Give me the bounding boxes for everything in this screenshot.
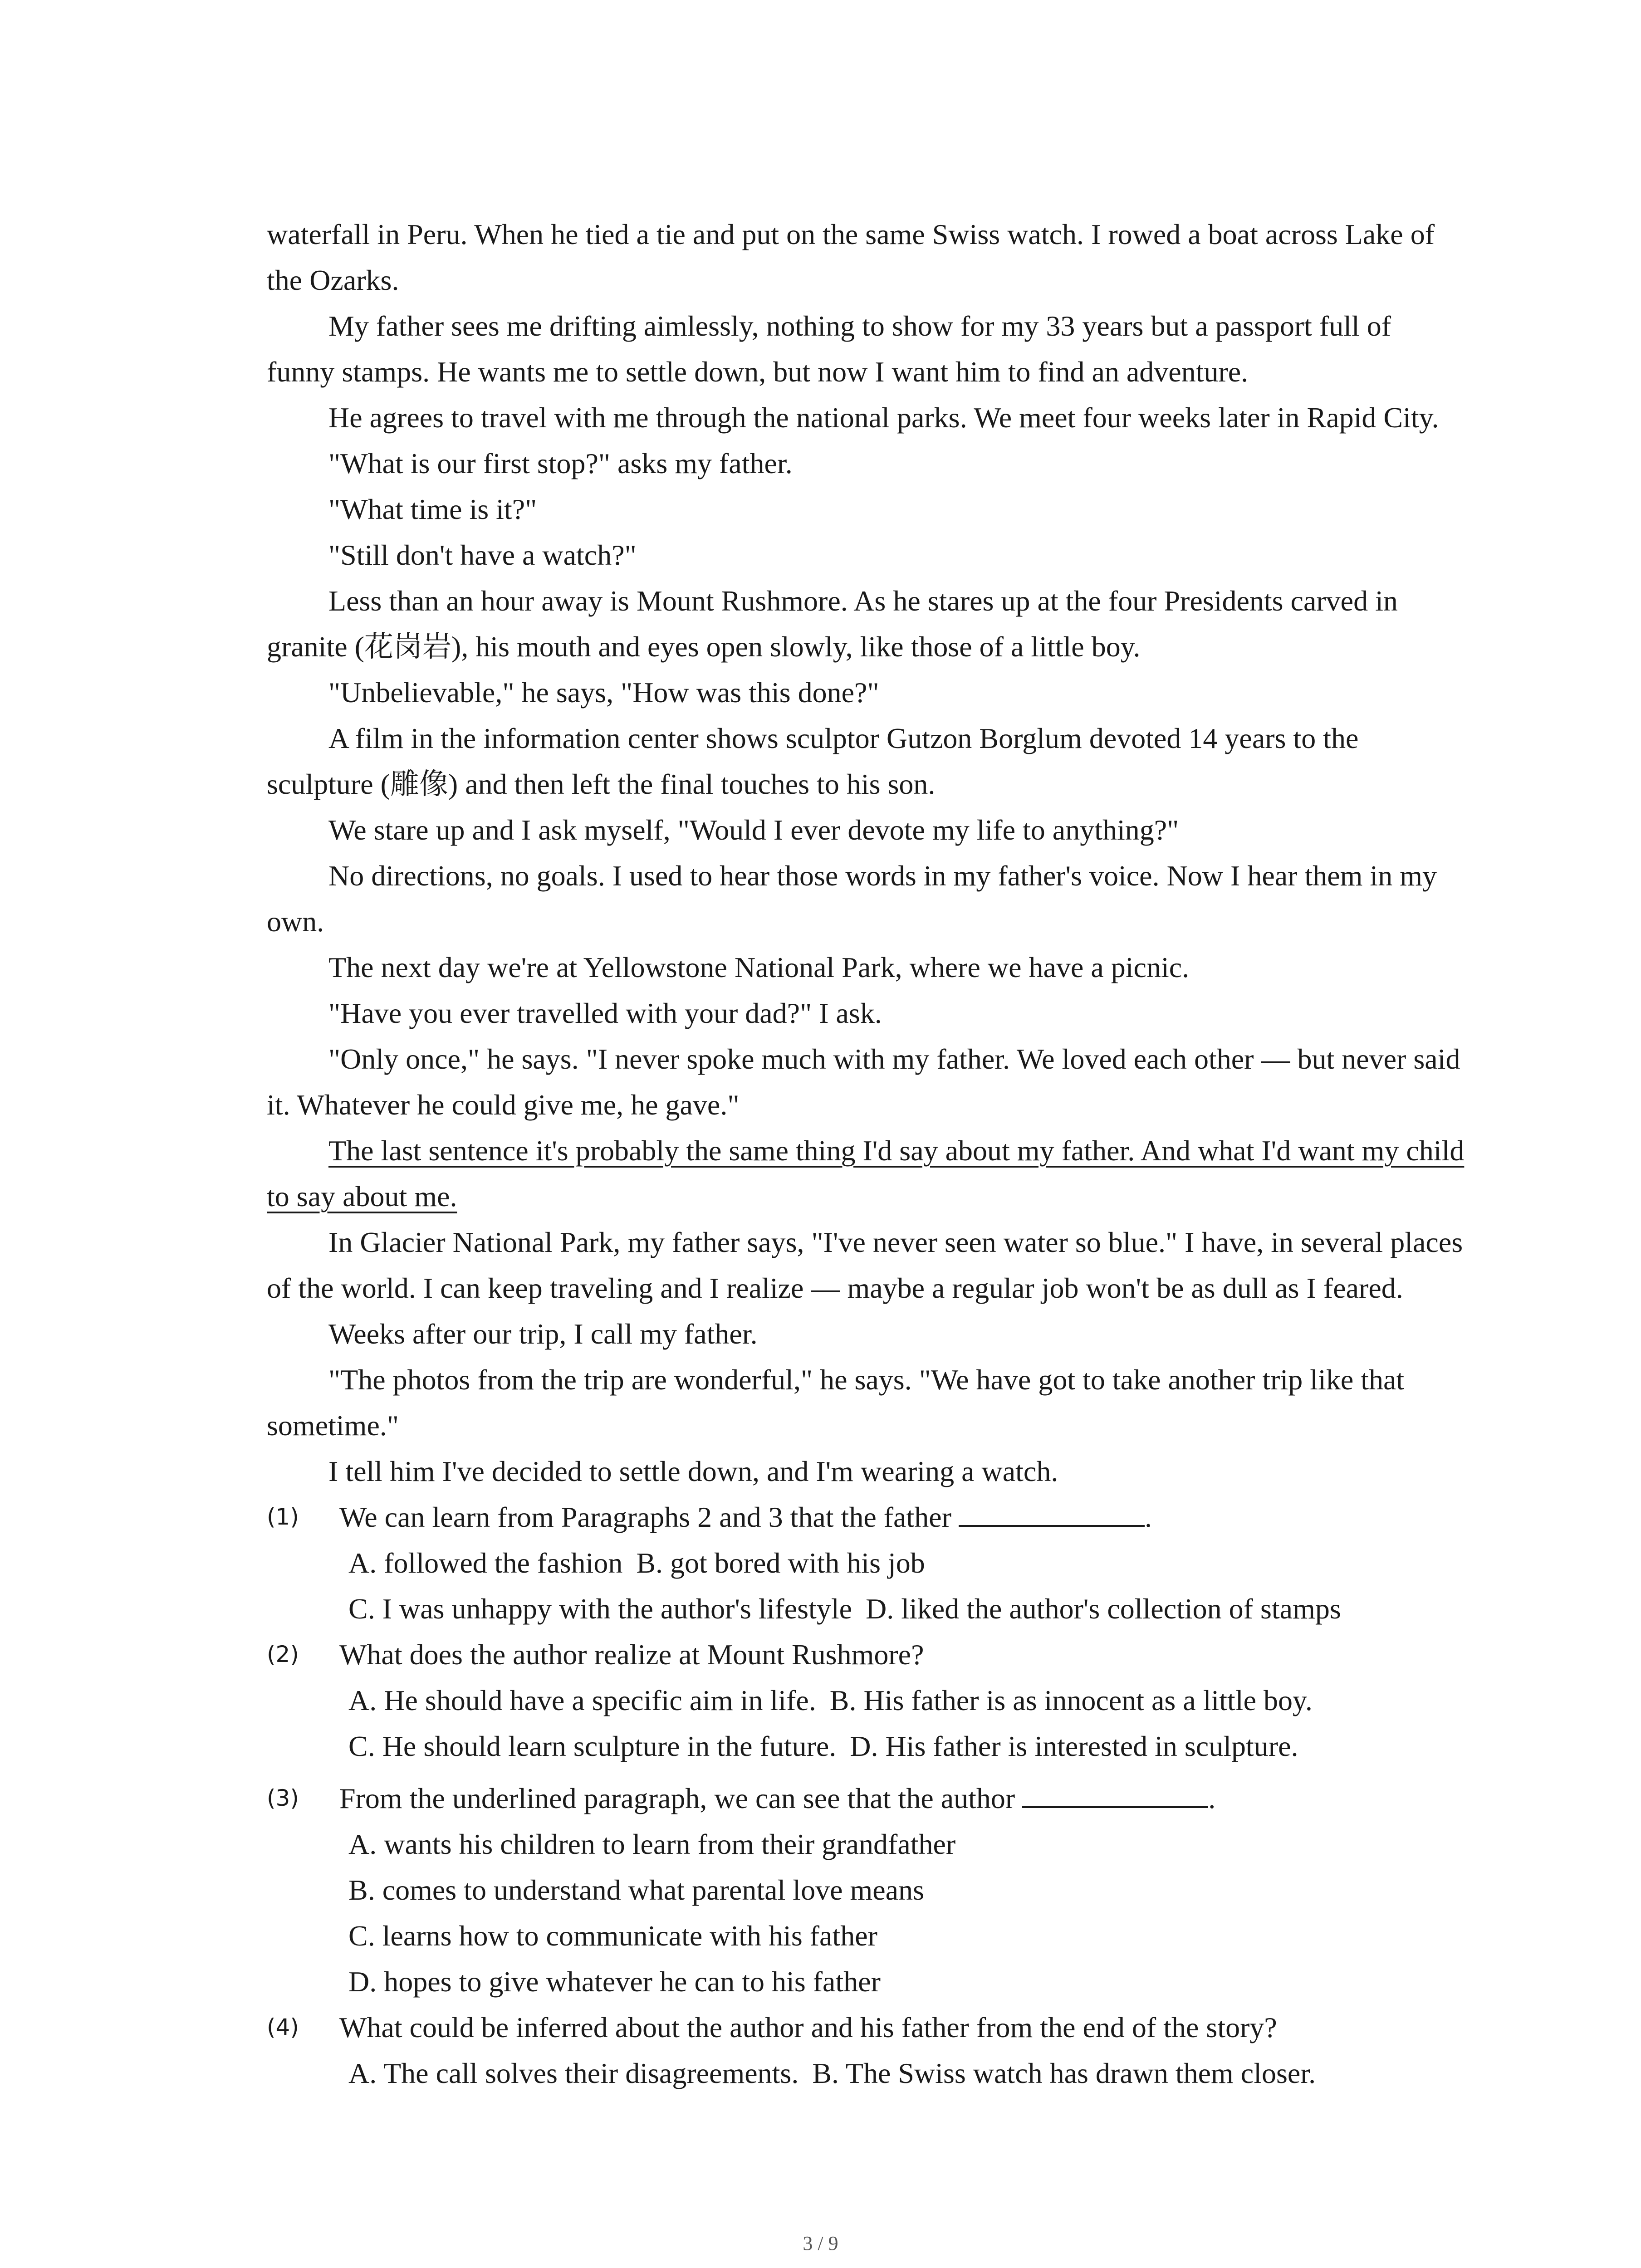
option-a[interactable]: A. followed the fashion (348, 1547, 623, 1579)
option-b[interactable]: B. His father is as innocent as a little boy. (829, 1684, 1313, 1716)
reading-passage (267, 211, 1465, 1494)
passage-paragraph-9: A film in the information center shows sculptor Gutzon Borglum devoted 14 years to the sculpture (雕像) and then left the final touches to his son. (267, 722, 1359, 800)
option-c[interactable]: C. learns how to communicate with his father (348, 1920, 877, 1952)
question-stem-text: From the underlined paragraph, we can see that the author (339, 1782, 1015, 1814)
option-list (339, 1821, 1465, 2004)
question-list (267, 1494, 1465, 2096)
option-c[interactable]: C. I was unhappy with the author's lifestyle (348, 1593, 852, 1625)
passage-paragraph-12: The next day we're at Yellowstone National Park, where we have a picnic. (328, 951, 1190, 983)
question-stem: What could be inferred about the author and his father from the end of the story? (339, 2011, 1277, 2043)
question-4 (267, 2004, 1465, 2096)
question-1 (267, 1494, 1465, 1632)
option-list (339, 2050, 1465, 2096)
option-row (348, 1540, 1465, 1586)
answer-blank (1022, 1778, 1208, 1808)
option-b[interactable]: B. The Swiss watch has drawn them closer. (812, 2057, 1316, 2089)
option-list (339, 1540, 1465, 1632)
question-number: (4) (267, 2014, 299, 2040)
passage-paragraph-5: "What time is it?" (328, 493, 537, 525)
passage-paragraph-13: "Have you ever travelled with your dad?" I ask. (328, 997, 882, 1029)
question-2 (267, 1632, 1465, 1769)
option-d[interactable]: D. liked the author's collection of stamps (866, 1593, 1341, 1625)
underlined-text: The last sentence it's probably the same thing I'd say about my father. And what I'd want my child to say about me. (267, 1134, 1465, 1212)
option-c[interactable]: C. He should learn sculpture in the future. (348, 1730, 837, 1762)
question-stem: We can learn from Paragraphs 2 and 3 that the father . (339, 1494, 1465, 1540)
option-b[interactable]: B. got bored with his job (636, 1547, 925, 1579)
passage-paragraph-18: "The photos from the trip are wonderful," he says. "We have got to take another trip like that sometime." (267, 1364, 1405, 1442)
option-d[interactable]: D. hopes to give whatever he can to his father (348, 1965, 881, 1998)
passage-paragraph-7: Less than an hour away is Mount Rushmore. As he stares up at the four Presidents carved in granite (花岗岩), his mouth and eyes open slowly, like those of a little boy. (267, 585, 1398, 663)
passage-paragraph-1: waterfall in Peru. When he tied a tie and put on the same Swiss watch. I rowed a boat across Lake of the Ozarks. (267, 218, 1435, 296)
option-row (348, 1586, 1465, 1632)
option-b[interactable]: B. comes to understand what parental love means (348, 1874, 924, 1906)
passage-paragraph-19: I tell him I've decided to settle down, and I'm wearing a watch. (328, 1455, 1058, 1487)
option-a[interactable]: A. wants his children to learn from their grandfather (348, 1828, 956, 1860)
passage-paragraph-6: "Still don't have a watch?" (328, 539, 637, 571)
passage-paragraph-4: "What is our first stop?" asks my father. (328, 447, 793, 479)
passage-paragraph-8: "Unbelievable," he says, "How was this done?" (328, 676, 879, 709)
passage-paragraph-11: No directions, no goals. I used to hear those words in my father's voice. Now I hear them in my own. (267, 860, 1437, 938)
answer-blank (959, 1497, 1145, 1527)
passage-paragraph-3: He agrees to travel with me through the national parks. We meet four weeks later in Rapid City. (328, 401, 1439, 434)
option-row (348, 2050, 1465, 2096)
underlined-paragraph (267, 1128, 1465, 1219)
question-stem: From the underlined paragraph, we can see that the author . (339, 1775, 1465, 1821)
option-a[interactable]: A. The call solves their disagreements. (348, 2057, 799, 2089)
option-a[interactable]: A. He should have a specific aim in life. (348, 1684, 816, 1716)
option-row (348, 1913, 1465, 1959)
option-row (348, 1821, 1465, 1867)
passage-paragraph-14: "Only once," he says. "I never spoke much with my father. We loved each other — but never said it. Whatever he could give me, he gave." (267, 1043, 1460, 1121)
option-row (348, 1867, 1465, 1913)
option-row (348, 1677, 1465, 1723)
option-list (339, 1677, 1465, 1769)
question-stem: What does the author realize at Mount Rushmore? (339, 1638, 924, 1671)
page-content (267, 211, 1465, 2096)
question-3 (267, 1775, 1465, 2004)
passage-paragraph-17: Weeks after our trip, I call my father. (328, 1318, 758, 1350)
option-row (348, 1723, 1465, 1769)
option-d[interactable]: D. His father is interested in sculpture. (850, 1730, 1298, 1762)
question-number: (2) (267, 1641, 299, 1667)
question-number: (3) (267, 1785, 299, 1811)
option-row (348, 1959, 1465, 2004)
question-stem-text: We can learn from Paragraphs 2 and 3 that the father (339, 1501, 951, 1533)
passage-paragraph-2: My father sees me drifting aimlessly, nothing to show for my 33 years but a passport full of funny stamps. He wants me to settle down, but now I want him to find an adventure. (267, 310, 1391, 388)
passage-paragraph-10: We stare up and I ask myself, "Would I ever devote my life to anything?" (328, 814, 1179, 846)
passage-paragraph-16: In Glacier National Park, my father says, "I've never seen water so blue." I have, in several places of the world. I can keep traveling and I realize — maybe a regular job won't be as dull as I feared. (267, 1226, 1463, 1304)
question-number: (1) (267, 1504, 299, 1530)
page-number: 3 / 9 (803, 2232, 838, 2254)
